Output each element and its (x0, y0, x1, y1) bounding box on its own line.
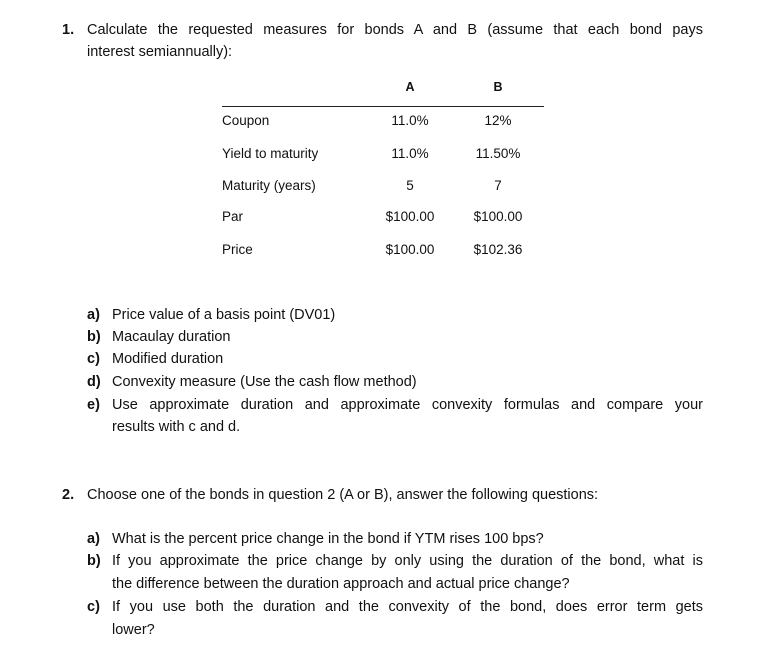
cell-a: 11.0% (391, 146, 429, 161)
question-2-number: 2. (62, 487, 75, 503)
cell-b: $102.36 (473, 242, 523, 257)
item-marker: c) (87, 351, 100, 367)
item-marker: b) (87, 329, 101, 345)
row-label: Maturity (years) (222, 178, 316, 193)
item-marker: a) (87, 531, 100, 547)
table-header-rule (222, 106, 544, 107)
cell-b: $100.00 (473, 209, 523, 224)
cell-a: $100.00 (385, 209, 435, 224)
question-1-number: 1. (62, 22, 75, 38)
item-text-line1: If you approximate the price change by only using the duration of the bond, what is (112, 553, 703, 569)
cell-b: 7 (494, 178, 502, 193)
item-marker: e) (87, 397, 100, 413)
item-text-line2: the difference between the duration approach and actual price change? (112, 576, 570, 592)
cell-a: 11.0% (391, 113, 429, 128)
cell-a: 5 (406, 178, 414, 193)
question-1-prompt-line1: Calculate the requested measures for bonds A and B (assume that each bond pays (87, 22, 703, 38)
row-label: Yield to maturity (222, 146, 319, 161)
row-label: Par (222, 209, 244, 224)
item-text-line1: Use approximate duration and approximate convexity formulas and compare your (112, 397, 703, 413)
item-marker: d) (87, 374, 101, 390)
cell-b: 11.50% (475, 146, 521, 161)
cell-a: $100.00 (385, 242, 435, 257)
question-2-prompt: Choose one of the bonds in question 2 (A or B), answer the following questions: (87, 487, 599, 503)
item-text-line1: If you use both the duration and the convexity of the bond, does error term gets (112, 599, 703, 615)
item-text: Price value of a basis point (DV01) (112, 307, 336, 323)
item-text: Modified duration (112, 351, 224, 367)
column-header-b: B (493, 80, 503, 94)
column-header-a: A (405, 80, 415, 94)
item-marker: c) (87, 599, 100, 615)
row-label: Price (222, 242, 253, 257)
question-1-prompt-line2: interest semiannually): (87, 44, 233, 60)
row-label: Coupon (222, 113, 270, 128)
item-text-line2: lower? (112, 622, 155, 638)
item-text: Macaulay duration (112, 329, 231, 345)
item-marker: b) (87, 553, 101, 569)
item-marker: a) (87, 307, 100, 323)
item-text: What is the percent price change in the bond if YTM rises 100 bps? (112, 531, 544, 547)
item-text-line2: results with c and d. (112, 419, 241, 435)
cell-b: 12% (484, 113, 512, 128)
item-text: Convexity measure (Use the cash flow method) (112, 374, 417, 390)
